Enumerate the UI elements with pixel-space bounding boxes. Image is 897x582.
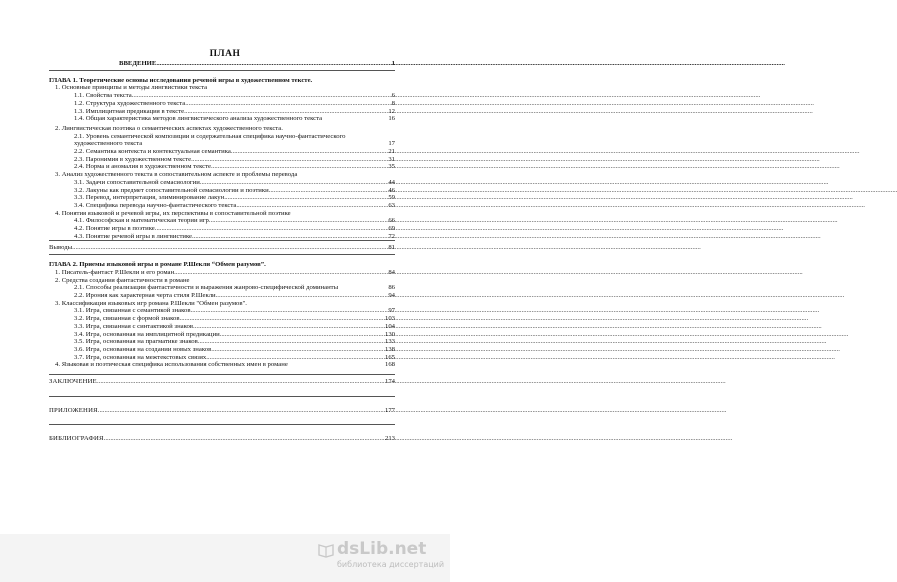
toc-conclusion[interactable]: ЗАКЛЮЧЕНИЕ ..... 174: [49, 374, 395, 397]
toc-section[interactable]: 3. Классификация языковых игр романа Р.Шекли "Обмен разумов".: [55, 299, 247, 307]
toc-subsection[interactable]: 2.1. Способы реализации фантастичности и выражения жанрово-специфической доминанты 86: [74, 284, 395, 292]
toc-subsection[interactable]: 3.3. Перевод, интерпретация, элиминирование лакун ..... 59: [49, 194, 395, 202]
book-icon: [318, 542, 334, 558]
toc-chapter-1-title[interactable]: [49, 77, 395, 85]
toc-subsection[interactable]: 3.6. Игра, основанная на создании новых знаков ..... 138: [49, 346, 395, 354]
toc-subsection[interactable]: 3.4. Специфика перевода научно-фантастического текста ..... 63: [49, 202, 395, 210]
toc-subsection[interactable]: 1.2. Структура художественного текста ..... 8: [49, 100, 395, 108]
toc-subsection[interactable]: 3.4. Игра, основанная на имплицитной предикации ..... 130: [49, 331, 395, 339]
page-title: ПЛАН: [209, 49, 241, 59]
toc-subsection[interactable]: 3.5. Игра, основанная на прагматике знаков ..... 133: [49, 338, 395, 346]
chapter-title: ГЛАВА 1. Теоретические основы исследования речевой игры в художественном тексте.: [49, 76, 313, 84]
toc-section[interactable]: 2. Средства создания фантастичности в романе: [55, 276, 190, 284]
toc-subsection[interactable]: 3.2. Игра, связанная с формой знаков ..... 103: [49, 315, 395, 323]
watermark-logo[interactable]: dsLib.net: [337, 539, 427, 559]
toc-chapter-2-sections: [49, 269, 395, 369]
toc-subsection[interactable]: 2.1. Уровень семантической композиции и содержательная специфика научно-фантастического художественного текста 17: [74, 132, 395, 148]
watermark-subtitle: библиотека диссертаций: [337, 560, 445, 569]
toc-section[interactable]: 4. Языковая и поэтическая специфика использования собственных имен в романе 168: [55, 361, 395, 369]
toc-label: ВВЕДЕНИЕ: [119, 60, 157, 67]
toc-section[interactable]: 1. Писатель-фантаст Р.Шекли и его роман ..... 84: [49, 269, 395, 277]
toc-section[interactable]: 3. Анализ художественного текста в сопоставительном аспекте и проблемы перевода: [55, 171, 298, 179]
toc-subsection[interactable]: 3.2. Лакуны как предмет сопоставительной семасиологии и поэтики ..... 46: [49, 187, 395, 195]
toc-chapter-1-sections: [49, 84, 395, 240]
toc-subsection[interactable]: 1.3. Имплицитная предикация в тексте ..... 12: [49, 108, 395, 116]
toc-subsection[interactable]: 3.1. Игра, связанная с семантикой знаков ..... 97: [49, 307, 395, 315]
toc-bibliography[interactable]: БИБЛИОГРАФИЯ ..... 213: [49, 425, 395, 443]
toc-section[interactable]: 1. Основные принципы и методы лингвистики текста: [55, 84, 208, 92]
toc-subsection[interactable]: 2.3. Паронимия в художественном тексте ..... 31: [49, 156, 395, 164]
toc-chapter-2-title[interactable]: [49, 261, 395, 269]
toc-subsection[interactable]: 1.4. Общая характеристика методов лингвистического анализа художественного текста 16: [74, 115, 395, 123]
toc-subsection[interactable]: 2.4. Норма и аномалия в художественном тексте ..... 35: [49, 163, 395, 171]
toc-subsection[interactable]: 1.1. Свойства текста ..... 6: [49, 92, 395, 100]
toc-subsection[interactable]: 4.1. Философская и математическая теории игр ..... 66: [49, 217, 395, 225]
toc-subsection[interactable]: 3.3. Игра, связанная с синтактикой знаков ..... 104: [49, 323, 395, 331]
toc-subsection[interactable]: 2.2. Ирония как характерная черта стиля Р.Шекли ..... 94: [49, 292, 395, 300]
table-of-contents: [49, 60, 395, 443]
toc-intro[interactable]: [49, 60, 395, 71]
toc-conclusions[interactable]: Выводы ..... 81: [49, 240, 395, 255]
toc-subsection[interactable]: 3.1. Задачи сопоставительной семасиологии ..... 44: [49, 179, 395, 187]
toc-subsection[interactable]: 4.2. Понятие игры в поэтике ..... 69: [49, 225, 395, 233]
chapter-title: ГЛАВА 2. Приемы языковой игры в романе Р.Шекли “Обмен разумов”.: [49, 261, 266, 269]
toc-appendices[interactable]: ПРИЛОЖЕНИЯ ..... 177: [49, 397, 395, 426]
toc-subsection[interactable]: 3.7. Игра, основанная на межтекстовых связях ..... 165: [49, 354, 395, 362]
toc-section[interactable]: 2. Лингвистическая поэтика о семантических аспектах художественного текста.: [55, 124, 283, 132]
toc-subsection[interactable]: 2.2. Семантика контекста и контекстуальная семантика ..... 21: [49, 148, 395, 156]
toc-section[interactable]: 4. Понятия языковой и речевой игры, их перспективы в сопоставительной поэтике: [55, 209, 291, 217]
toc-subsection[interactable]: 4.3. Понятие речевой игры в лингвистике ..... 72: [49, 233, 395, 241]
toc-page: 1: [391, 60, 395, 67]
